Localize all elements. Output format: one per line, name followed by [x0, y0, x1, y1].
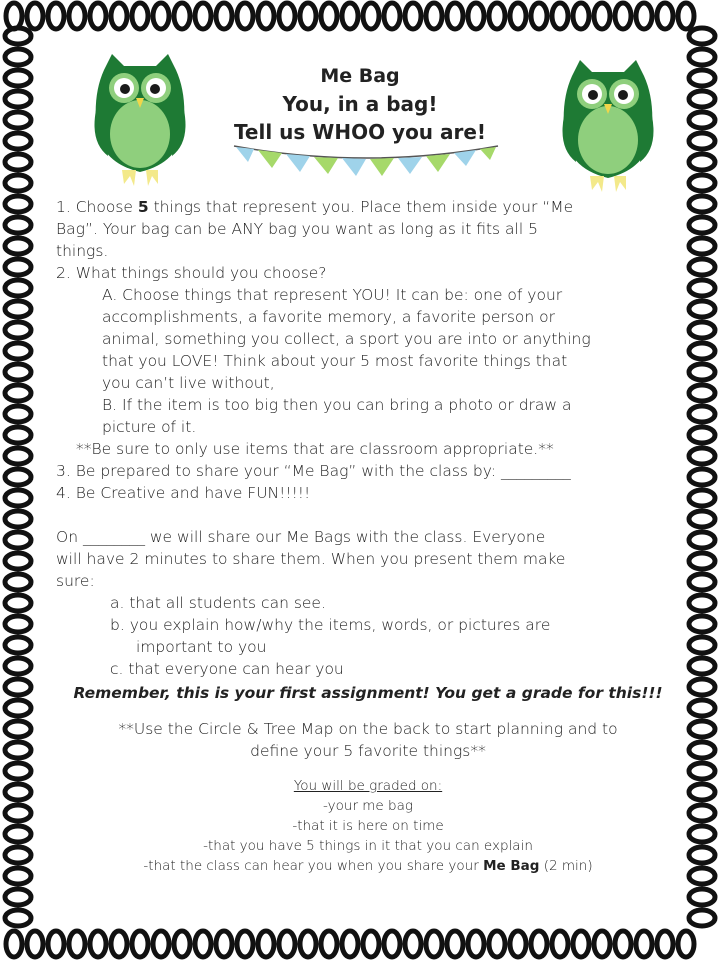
chain-link — [5, 448, 31, 464]
chain-link — [5, 469, 31, 485]
chain-link — [279, 931, 295, 957]
chain-link — [321, 931, 337, 957]
chain-link — [489, 931, 505, 957]
chain-link — [689, 700, 715, 716]
chain-link — [689, 616, 715, 632]
owl-left-icon — [94, 52, 186, 190]
share-line-1: On ________ we will share our Me Bags with the class. Everyone — [56, 528, 546, 546]
chain-link — [321, 3, 337, 29]
chain-link — [689, 28, 715, 44]
chain-link — [573, 3, 589, 29]
chain-link — [132, 3, 148, 29]
chain-link — [510, 931, 526, 957]
chain-link — [615, 931, 631, 957]
chain-link — [468, 931, 484, 957]
chain-link — [5, 259, 31, 275]
chain-link — [5, 910, 31, 926]
chain-link — [5, 154, 31, 170]
chain-link — [447, 3, 463, 29]
chain-link — [27, 3, 43, 29]
item-2: 2. What things should you choose? — [56, 264, 327, 282]
chain-link — [5, 70, 31, 86]
chain-link — [5, 490, 31, 506]
item-1-line-1: 1. Choose 5 things that represent you. Place them inside your “Me — [56, 198, 574, 216]
chain-link — [6, 931, 22, 957]
chain-link — [689, 868, 715, 884]
chain-link — [5, 637, 31, 653]
item-4: 4. Be Creative and have FUN!!!!! — [56, 484, 311, 502]
chain-link — [5, 112, 31, 128]
chain-link — [426, 3, 442, 29]
item-2a-line-1: A. Choose things that represent YOU! It can be: one of your — [102, 286, 563, 304]
chain-link — [689, 469, 715, 485]
chain-link — [342, 3, 358, 29]
chain-link — [531, 931, 547, 957]
chain-link — [689, 280, 715, 296]
chain-link — [689, 595, 715, 611]
chain-link — [5, 847, 31, 863]
chain-link — [689, 196, 715, 212]
chain-link — [5, 196, 31, 212]
chain-link — [237, 3, 253, 29]
chain-link — [5, 532, 31, 548]
chain-link — [594, 931, 610, 957]
chain-link — [689, 70, 715, 86]
chain-link — [5, 175, 31, 191]
chain-link — [689, 574, 715, 590]
chain-link — [153, 3, 169, 29]
chain-link — [153, 931, 169, 957]
chain-link — [69, 3, 85, 29]
chain-link — [5, 511, 31, 527]
chain-link — [689, 532, 715, 548]
chain-link — [69, 931, 85, 957]
chain-link — [5, 721, 31, 737]
title-block — [222, 62, 498, 146]
chain-link — [689, 133, 715, 149]
owl-right-icon — [562, 58, 654, 196]
chain-link — [689, 427, 715, 443]
chain-link — [5, 784, 31, 800]
chain-link — [5, 133, 31, 149]
chain-link — [363, 3, 379, 29]
grading-criteria — [56, 776, 680, 876]
chain-link — [5, 868, 31, 884]
chain-link — [111, 931, 127, 957]
chain-link — [689, 658, 715, 674]
chain-link — [111, 3, 127, 29]
chain-link — [174, 931, 190, 957]
chain-link — [258, 3, 274, 29]
chain-link — [689, 784, 715, 800]
chain-link — [447, 931, 463, 957]
item-1-line-3: things. — [56, 242, 109, 260]
chain-link — [5, 574, 31, 590]
chain-link — [636, 3, 652, 29]
chain-link — [689, 301, 715, 317]
chain-link — [5, 364, 31, 380]
chain-link — [689, 217, 715, 233]
chain-link — [5, 553, 31, 569]
chain-link — [689, 910, 715, 926]
chain-link — [689, 91, 715, 107]
share-line-2: will have 2 minutes to share them. When you present them make — [56, 550, 566, 568]
chain-link — [689, 49, 715, 65]
chain-link — [689, 490, 715, 506]
chain-link — [6, 3, 22, 29]
chain-link — [689, 406, 715, 422]
chain-link — [689, 175, 715, 191]
chain-link — [489, 3, 505, 29]
item-1-line-2: Bag”. Your bag can be ANY bag you want as long as it fits all 5 — [56, 220, 538, 238]
item-3: 3. Be prepared to share your “Me Bag” with the class by: _________ — [56, 462, 571, 480]
chain-link — [405, 3, 421, 29]
chain-link — [5, 763, 31, 779]
chain-link — [510, 3, 526, 29]
title-line-2: You, in a bag! — [282, 92, 438, 116]
item-2a-line-3: animal, something you collect, a sport you are into or anything — [102, 330, 591, 348]
chain-link — [5, 238, 31, 254]
chain-link — [689, 889, 715, 905]
chain-link — [216, 3, 232, 29]
item-2a-line-2: accomplishments, a favorite memory, a favorite person or — [102, 308, 555, 326]
chain-link — [216, 931, 232, 957]
chain-link — [636, 931, 652, 957]
chain-link — [552, 3, 568, 29]
chain-link — [689, 637, 715, 653]
chain-link — [689, 679, 715, 695]
chain-link — [90, 3, 106, 29]
chain-link — [174, 3, 190, 29]
graded-heading: You will be graded on: — [293, 778, 443, 794]
chain-link — [300, 931, 316, 957]
chain-link — [132, 931, 148, 957]
chain-link — [384, 3, 400, 29]
chain-link — [573, 931, 589, 957]
remember-note: Remember, this is your first assignment! You get a grade for this!!! — [73, 684, 663, 702]
item-2b-line-2: picture of it. — [102, 418, 197, 436]
chain-link — [689, 553, 715, 569]
chain-link — [5, 301, 31, 317]
chain-link — [689, 385, 715, 401]
chain-link — [5, 595, 31, 611]
chain-link — [279, 3, 295, 29]
bunting-banner-icon — [232, 140, 500, 190]
chain-link — [258, 931, 274, 957]
chain-link — [678, 931, 694, 957]
chain-link — [5, 322, 31, 338]
instructions — [56, 196, 680, 876]
chain-link — [5, 217, 31, 233]
chain-link — [195, 931, 211, 957]
chain-link — [531, 3, 547, 29]
appropriate-note: **Be sure to only use items that are classroom appropriate.** — [76, 440, 554, 458]
chain-link — [689, 805, 715, 821]
chain-link — [689, 826, 715, 842]
chain-link — [5, 826, 31, 842]
chain-link — [237, 931, 253, 957]
chain-link — [300, 3, 316, 29]
chain-link — [689, 763, 715, 779]
chain-link — [90, 931, 106, 957]
item-2a-line-5: you can’t live without, — [102, 374, 275, 392]
chain-link — [342, 931, 358, 957]
chain-link — [5, 889, 31, 905]
chain-link — [5, 742, 31, 758]
graded-criterion-2: -that it is here on time — [292, 818, 444, 834]
chain-link — [5, 49, 31, 65]
chain-link — [689, 364, 715, 380]
graded-criterion-1: -your me bag — [323, 798, 413, 814]
title-line-3: Tell us WHOO you are! — [233, 120, 487, 144]
chain-link — [363, 931, 379, 957]
chain-link — [689, 343, 715, 359]
chain-link — [5, 280, 31, 296]
chain-link — [552, 931, 568, 957]
chain-link — [689, 511, 715, 527]
chain-link — [657, 931, 673, 957]
chain-link — [689, 847, 715, 863]
chain-link — [5, 385, 31, 401]
chain-link — [689, 448, 715, 464]
graded-criterion-3: -that you have 5 things in it that you can explain — [203, 838, 533, 854]
chain-link — [689, 721, 715, 737]
chain-link — [48, 3, 64, 29]
sub-a: a. that all students can see. — [110, 594, 326, 612]
sub-b-line-2: important to you — [136, 638, 267, 656]
chain-link — [689, 112, 715, 128]
sub-b-line-1: b. you explain how/why the items, words, or pictures are — [110, 616, 551, 634]
title-line-1: Me Bag — [320, 65, 400, 87]
chain-link — [5, 700, 31, 716]
chain-link — [5, 427, 31, 443]
chain-link — [384, 931, 400, 957]
chain-link — [405, 931, 421, 957]
chain-link — [426, 931, 442, 957]
chain-link — [27, 931, 43, 957]
chain-link — [5, 343, 31, 359]
chain-link — [689, 154, 715, 170]
chain-link — [468, 3, 484, 29]
item-2a-line-4: that you LOVE! Think about your 5 most favorite things that — [102, 352, 568, 370]
chain-link — [615, 3, 631, 29]
chain-link — [5, 91, 31, 107]
map-note-line-1: **Use the Circle & Tree Map on the back to start planning and to — [118, 720, 618, 738]
chain-link — [678, 3, 694, 29]
map-note-line-2: define your 5 favorite things** — [250, 742, 486, 760]
chain-link — [195, 3, 211, 29]
chain-link — [689, 742, 715, 758]
chain-link — [689, 322, 715, 338]
chain-link — [5, 28, 31, 44]
sub-c: c. that everyone can hear you — [110, 660, 344, 678]
chain-link — [689, 238, 715, 254]
chain-link — [5, 616, 31, 632]
chain-link — [594, 3, 610, 29]
item-2b-line-1: B. If the item is too big then you can bring a photo or draw a — [102, 396, 572, 414]
chain-link — [5, 679, 31, 695]
chain-link — [5, 658, 31, 674]
chain-link — [5, 406, 31, 422]
graded-criterion-4: -that the class can hear you when you share your Me Bag (2 min) — [143, 858, 593, 874]
share-line-3: sure: — [56, 572, 95, 590]
chain-link — [689, 259, 715, 275]
chain-link — [5, 805, 31, 821]
chain-link — [48, 931, 64, 957]
chain-link — [657, 3, 673, 29]
